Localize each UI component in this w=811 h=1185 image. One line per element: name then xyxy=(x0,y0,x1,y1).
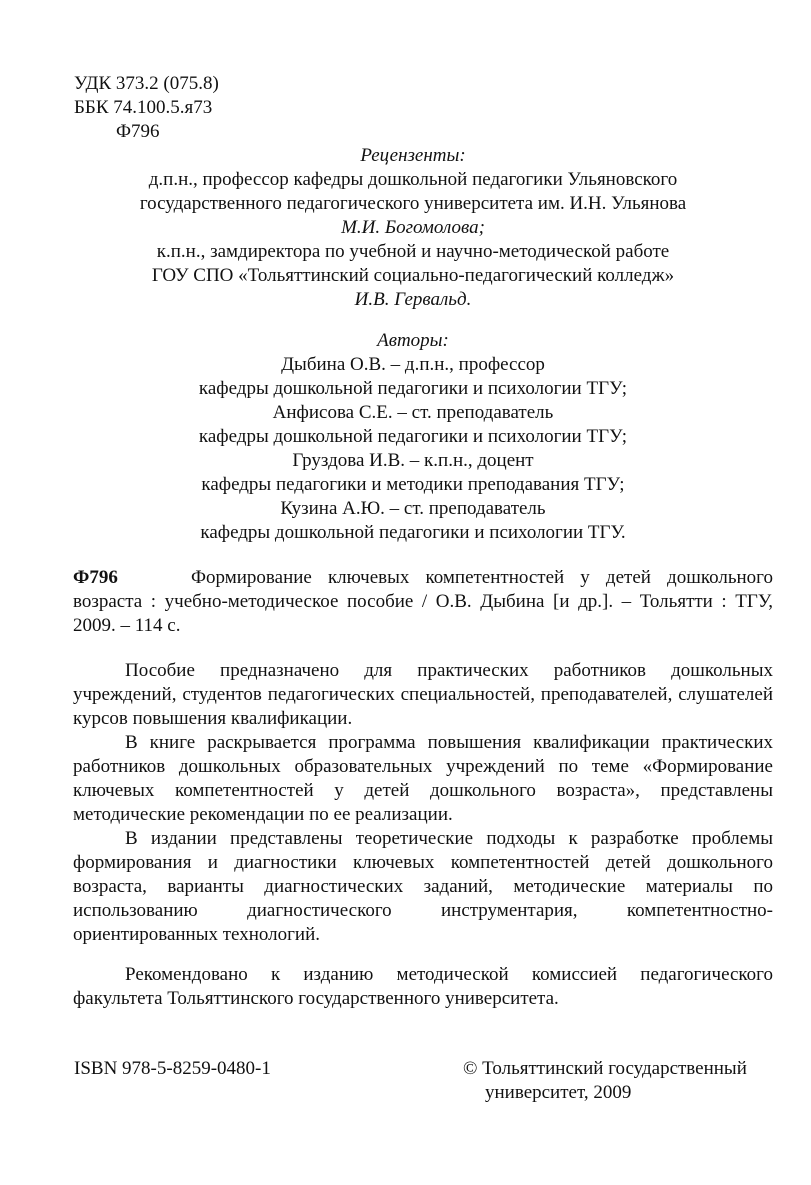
copyright-block xyxy=(463,1057,747,1105)
author-line: кафедры дошкольной педагогики и психологии ТГУ; xyxy=(198,426,628,447)
recommendation-text: Рекомендовано к изданию методической комиссией педагогического факультета Тольяттинского государственного университета. xyxy=(73,964,773,1009)
udk-code: УДК 373.2 (075.8) xyxy=(74,73,219,94)
classification-block xyxy=(74,72,219,144)
reviewers-block xyxy=(60,144,766,312)
author-line: Груздова И.В. – к.п.н., доцент xyxy=(292,450,534,471)
bibliographic-text: Формирование ключевых компетентностей у детей дошкольного возраста : учебно-методическое пособие / О.В. Дыбина [и др.]. – Тольятти : ТГУ, 2009. – 114 с. xyxy=(73,567,773,636)
isbn: ISBN 978-5-8259-0480-1 xyxy=(74,1058,271,1079)
reviewer-1-line-2: государственного педагогического университета им. И.Н. Ульянова xyxy=(139,193,687,214)
author-line: кафедры дошкольной педагогики и психологии ТГУ; xyxy=(198,378,628,399)
reviewers-heading: Рецензенты: xyxy=(360,145,466,166)
bibliographic-record xyxy=(73,566,773,638)
author-line: кафедры педагогики и методики преподавания ТГУ; xyxy=(201,474,625,495)
author-line: Дыбина О.В. – д.п.н., профессор xyxy=(281,354,545,375)
author-line: Кузина А.Ю. – ст. преподаватель xyxy=(280,498,546,519)
reviewer-1-name: М.И. Богомолова; xyxy=(341,217,485,238)
abstract-paragraph: Пособие предназначено для практических работников дошкольных учреждений, студентов педагогических специальностей, преподавателей, слушателей курсов повышения квалификации. xyxy=(73,660,773,729)
abstract-block xyxy=(73,659,773,947)
bibliographic-code: Ф796 xyxy=(73,567,118,588)
recommendation-block xyxy=(73,963,773,1011)
author-line: Анфисова С.Е. – ст. преподаватель xyxy=(272,402,554,423)
copyright-line-1: © Тольяттинский государственный xyxy=(463,1058,747,1079)
reviewer-2-line-2: ГОУ СПО «Тольяттинский социально-педагогический колледж» xyxy=(151,265,675,286)
author-line: кафедры дошкольной педагогики и психологии ТГУ. xyxy=(200,522,626,543)
authors-heading: Авторы: xyxy=(377,330,449,351)
abstract-paragraph: В издании представлены теоретические подходы к разработке проблемы формирования и диагностики ключевых компетентностей детей дошкольного возраста, варианты диагностических заданий, методические материалы по использованию диагностического инструментария, компетентностно-ориентированных технологий. xyxy=(73,828,773,945)
reviewer-1-line-1: д.п.н., профессор кафедры дошкольной педагогики Ульяновского xyxy=(148,169,678,190)
reviewer-2-line-1: к.п.н., замдиректора по учебной и научно-методической работе xyxy=(156,241,670,262)
copyright-line-2: университет, 2009 xyxy=(485,1082,632,1103)
reviewer-2-name: И.В. Гервальд. xyxy=(354,289,472,310)
author-code: Ф796 xyxy=(116,121,160,142)
abstract-paragraph: В книге раскрывается программа повышения квалификации практических работников дошкольных образовательных учреждений по теме «Формирование ключевых компетентностей у детей дошкольного возраста», представлены методические рекомендации по ее реализации. xyxy=(73,732,773,825)
bbk-code: ББК 74.100.5.я73 xyxy=(74,97,213,118)
authors-block xyxy=(60,329,766,545)
